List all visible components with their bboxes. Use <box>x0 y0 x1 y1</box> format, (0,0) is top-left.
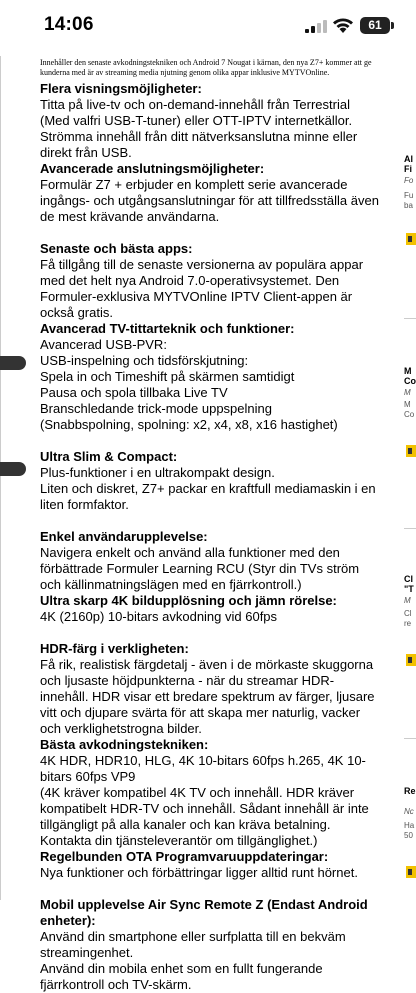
battery-icon: 61 <box>360 17 390 34</box>
section-text: (Snabbspolning, spolning: x2, x4, x8, x16 hastighet) <box>40 417 338 432</box>
section-heading: Ultra skarp 4K bildupplösning och jämn rörelse: <box>40 593 337 608</box>
related-item-button[interactable] <box>406 233 416 245</box>
battery-tip <box>391 22 394 29</box>
section-text: 4K (2160p) 10-bitars avkodning vid 60fps <box>40 609 278 624</box>
section-text: Få tillgång till de senaste versionerna av populära appar med det helt nya Android 7.0-operativsystemet. Den Formuler-exklusiva MYTVOnline IPTV Client-appen är också gratis. <box>40 257 364 320</box>
section-text: Plus-funktioner i en ultrakompakt design. <box>40 465 275 480</box>
section-text: Använd din mobila enhet som en fullt fungerande fjärrkontroll och TV-skärm. <box>40 961 323 992</box>
related-item-brand: M <box>404 388 411 397</box>
section-heading: Ultra Slim & Compact: <box>40 449 178 464</box>
status-time: 14:06 <box>44 14 94 35</box>
section-heading: Senaste och bästa apps: <box>40 241 193 256</box>
section-text: Titta på live-tv och on-demand-innehåll från Terrestrial (Med valfri USB-T-tuner) eller OTT-IPTV internetkällor. Strömma innehåll från ditt nätverksanslutna minne eller direkt från USB. <box>40 97 358 160</box>
left-divider <box>0 56 1 900</box>
related-item-title[interactable]: Cl <box>404 574 413 584</box>
intro-text: Innehåller den senaste avkodningstekniken och Android 7 Nougat i kärnan, den nya Z7+ kommer att ge kunderna med är av streaming media njutning genom olika appar inklusive MYTVOnline. <box>40 58 372 77</box>
related-item-brand: Fo <box>404 176 414 185</box>
related-item-title[interactable]: Fi <box>404 164 412 174</box>
side-scroll-handle-lower[interactable] <box>0 462 26 476</box>
wifi-icon <box>332 18 354 34</box>
related-item-text: Ha <box>404 821 415 830</box>
related-divider <box>404 318 416 319</box>
related-item-brand: M <box>404 596 411 605</box>
related-item-text: re <box>404 619 412 628</box>
section-text: Nya funktioner och förbättringar ligger alltid runt hörnet. <box>40 865 358 880</box>
section-text: Liten och diskret, Z7+ packar en kraftfull mediamaskin i en liten formfaktor. <box>40 481 376 512</box>
related-item-text: 50 <box>404 831 413 840</box>
related-item-button[interactable] <box>406 866 416 878</box>
status-bar <box>0 0 416 56</box>
related-item-text: Cl <box>404 609 412 618</box>
related-item-title[interactable]: Re <box>404 786 416 796</box>
related-divider <box>404 528 416 529</box>
related-item-text: Co <box>404 410 415 419</box>
section-text: Spela in och Timeshift på skärmen samtidigt <box>40 369 295 384</box>
section-text: 4K HDR, HDR10, HLG, 4K 10-bitars 60fps h.265, 4K 10-bitars 60fps VP9 <box>40 753 366 784</box>
side-scroll-handle-upper[interactable] <box>0 356 26 370</box>
section-text: Använd din smartphone eller surfplatta till en bekväm streamingenhet. <box>40 929 346 960</box>
section-heading: Enkel användarupplevelse: <box>40 529 208 544</box>
cellular-signal-icon <box>305 20 327 33</box>
related-item-button[interactable] <box>406 654 416 666</box>
related-divider <box>404 738 416 739</box>
related-item-title[interactable]: "T <box>404 584 414 594</box>
section-text: Navigera enkelt och använd alla funktioner med den förbättrade Formuler Learning RCU (Styr din TVs ström och källinmatningslägen med en fjärrkontroll.) <box>40 545 360 592</box>
related-item-brand: Nc <box>404 807 414 816</box>
section-text: USB-inspelning och tidsförskjutning: <box>40 353 249 368</box>
section-text: (4K kräver kompatibel 4K TV och innehåll. HDR kräver kompatibelt HDR-TV och innehåll. Sådant innehåll är inte tillgängligt på alla kanaler och kan kräva betalning. Kontakta din tjänsteleverantör om tillgänglighet.) <box>40 785 369 848</box>
section-heading: Regelbunden OTA Programvaruuppdateringar: <box>40 849 329 864</box>
section-heading: Mobil upplevelse Air Sync Remote Z (Endast Android enheter): <box>40 897 368 928</box>
related-item-title[interactable]: Co <box>404 376 416 386</box>
related-item-text: Fu <box>404 191 414 200</box>
section-text: Få rik, realistisk färgdetalj - även i de mörkaste skuggorna och ljusaste höjdpunkterna - när du streamar HDR-innehåll. HDR visar ett bredare spektrum av färger, ljusare vitt och djupare svärta för att skapa mer naturlig, vacker och verklighetstrogna bilder. <box>40 657 375 736</box>
related-item-button[interactable] <box>406 445 416 457</box>
section-heading: HDR-färg i verkligheten: <box>40 641 189 656</box>
product-description <box>40 58 380 993</box>
related-item-title[interactable]: Al <box>404 154 413 164</box>
section-heading: Bästa avkodningstekniken: <box>40 737 209 752</box>
related-item-title[interactable]: M <box>404 366 412 376</box>
section-text: Avancerad USB-PVR: <box>40 337 167 352</box>
related-item-text: M <box>404 400 411 409</box>
related-item-text: ba <box>404 201 413 210</box>
section-text: Branschledande trick-mode uppspelning <box>40 401 272 416</box>
section-heading: Flera visningsmöjligheter: <box>40 81 202 96</box>
section-text: Formulär Z7 + erbjuder en komplett serie avancerade ingångs- och utgångsanslutningar för att tillfredsställa även de mest krävande användarna. <box>40 177 379 224</box>
related-products-column <box>404 56 416 900</box>
section-heading: Avancerad TV-tittarteknik och funktioner: <box>40 321 295 336</box>
section-text: Pausa och spola tillbaka Live TV <box>40 385 228 400</box>
section-heading: Avancerade anslutningsmöjligheter: <box>40 161 265 176</box>
